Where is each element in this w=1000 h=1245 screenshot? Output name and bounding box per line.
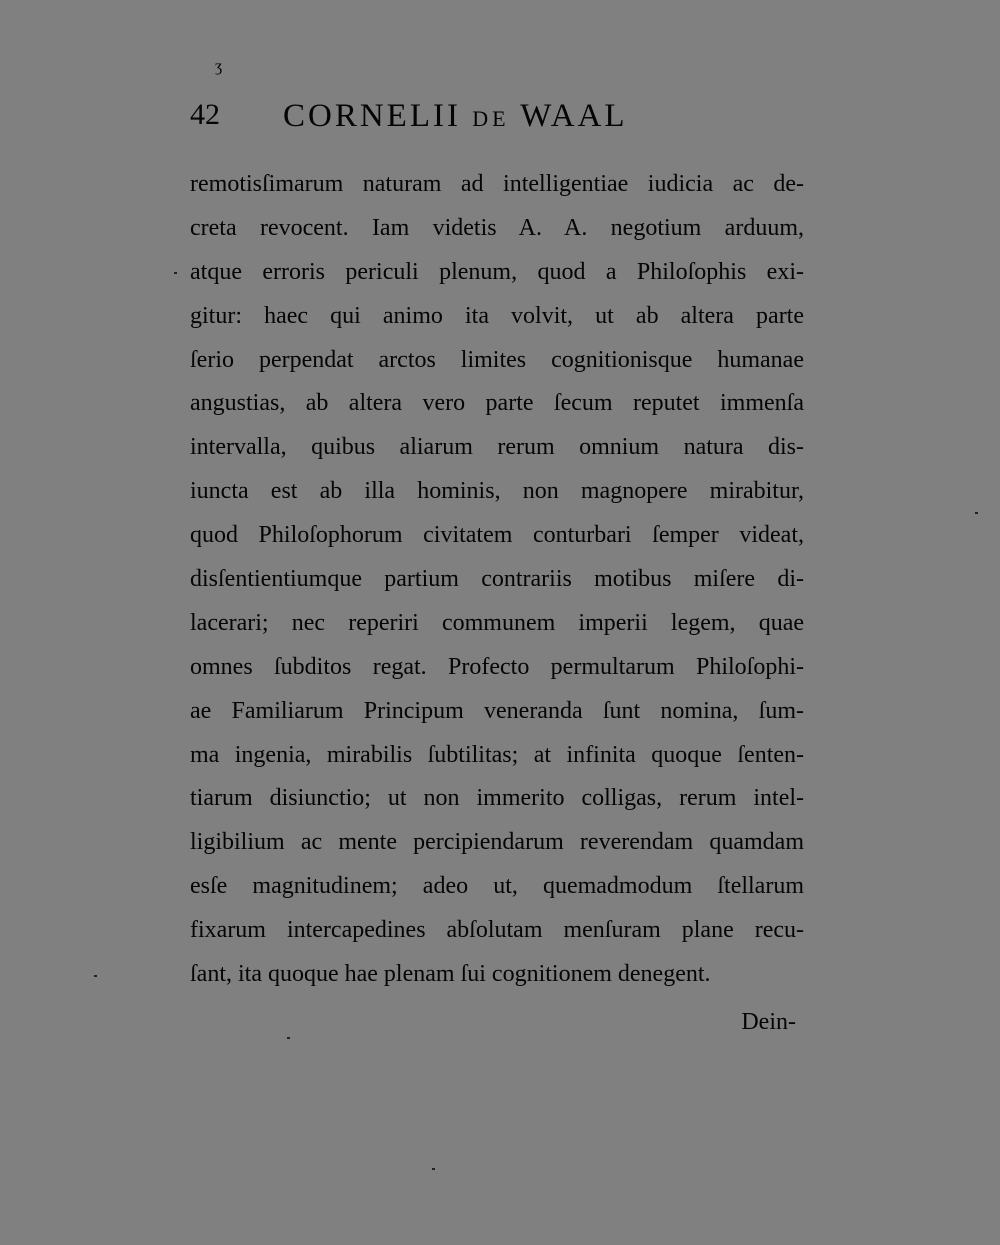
folio-mark: ʒ	[215, 58, 223, 75]
text-line: ma ingenia, mirabilis ſubtilitas; at infinita quoque ſenten-	[190, 741, 804, 768]
text-line: angustias, ab altera vero parte ſecum reputet immenſa	[190, 390, 804, 417]
text-line: remotisſimarum naturam ad intelligentiae iudicia ac de-	[190, 171, 804, 197]
text-line: lacerari; nec reperiri communem imperii legem, quae	[190, 609, 804, 636]
text-line: gitur: haec qui animo ita volvit, ut ab altera parte	[190, 302, 804, 329]
page-number: 42	[190, 98, 220, 131]
text-line: quod Philoſophorum civitatem conturbari ſemper videat,	[190, 522, 804, 549]
scan-speck	[975, 512, 978, 514]
running-head	[283, 98, 628, 135]
text-line: omnes ſubditos regat. Profecto permultarum Philoſophi-	[190, 653, 804, 680]
scan-speck	[287, 1037, 290, 1039]
page-header	[190, 98, 750, 142]
text-line: tiarum disiunctio; ut non immerito colligas, rerum intel-	[190, 785, 804, 812]
catchword: Dein-	[741, 1009, 796, 1035]
running-head-middle: DE	[472, 106, 510, 131]
body-text	[190, 163, 804, 997]
scan-speck	[432, 1168, 435, 1170]
text-line: ſant, ita quoque hae plenam ſui cognitionem denegent.	[190, 961, 711, 988]
text-line: disſentientiumque partium contrariis motibus miſere di-	[190, 566, 804, 593]
scan-speck	[174, 272, 177, 274]
running-head-last: WAAL	[520, 98, 628, 134]
text-line: ſerio perpendat arctos limites cognitionisque humanae	[190, 346, 804, 373]
text-line: ae Familiarum Principum veneranda ſunt nomina, ſum-	[190, 697, 804, 724]
text-line: esſe magnitudinem; adeo ut, quemadmodum ſtellarum	[190, 873, 804, 900]
text-line: ligibilium ac mente percipiendarum reverendam quamdam	[190, 829, 804, 856]
text-line: iuncta est ab illa hominis, non magnopere mirabitur,	[190, 478, 804, 505]
text-line: atque erroris periculi plenum, quod a Philoſophis exi-	[190, 258, 804, 285]
scan-speck	[94, 975, 97, 977]
text-line: creta revocent. Iam videtis A. A. negotium arduum,	[190, 214, 804, 241]
running-head-first: CORNELII	[283, 98, 461, 134]
text-line: intervalla, quibus aliarum rerum omnium natura dis-	[190, 434, 804, 461]
text-line: fixarum intercapedines abſolutam menſuram plane recu-	[190, 917, 804, 944]
